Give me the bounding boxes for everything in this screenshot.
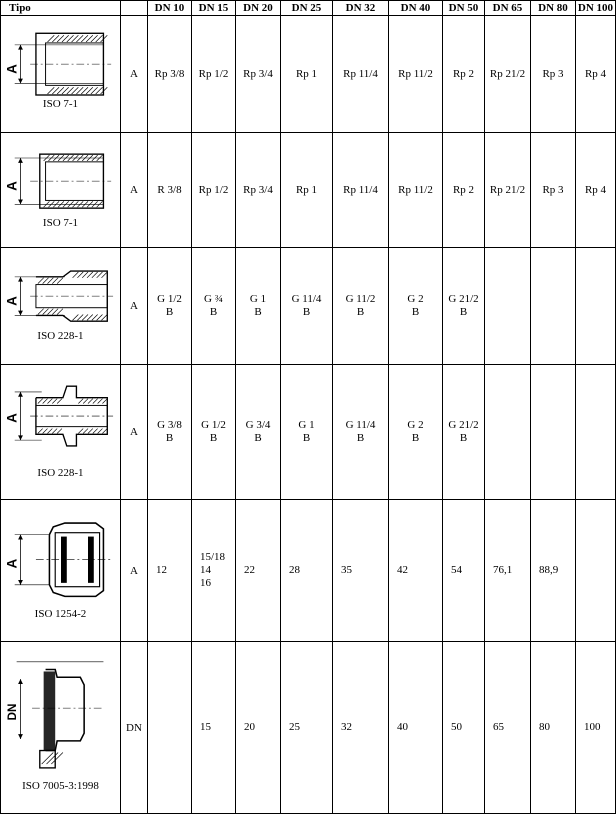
table-row bbox=[1, 248, 616, 365]
size-cell bbox=[192, 500, 236, 642]
size-value: 14 bbox=[200, 564, 211, 576]
size-value: G 1/2 bbox=[201, 419, 226, 431]
size-cell bbox=[333, 133, 389, 248]
size-cell bbox=[531, 500, 576, 642]
size-value: B bbox=[165, 306, 174, 318]
size-value: B bbox=[209, 432, 218, 444]
size-cell bbox=[531, 133, 576, 248]
size-value: B bbox=[302, 306, 311, 318]
size-cell bbox=[148, 248, 192, 365]
table-row bbox=[1, 16, 616, 133]
size-cell bbox=[531, 365, 576, 500]
size-value: Rp 11/2 bbox=[398, 183, 433, 196]
size-value: Rp 11/4 bbox=[343, 183, 378, 196]
size-cell bbox=[236, 365, 281, 500]
size-cell bbox=[236, 133, 281, 248]
header-dn-100: DN 100 bbox=[576, 1, 616, 16]
header-dn-10: DN 10 bbox=[148, 1, 192, 16]
header-dn-40: DN 40 bbox=[389, 1, 443, 16]
size-cell bbox=[443, 365, 485, 500]
size-cell bbox=[281, 365, 333, 500]
size-value: 80 bbox=[539, 721, 550, 733]
size-value: G 1 bbox=[249, 293, 267, 305]
size-cell bbox=[576, 500, 616, 642]
size-value: 88,9 bbox=[539, 564, 559, 576]
size-value: 15/18 bbox=[200, 551, 226, 563]
size-value: G 11/4 bbox=[345, 419, 376, 431]
size-cell bbox=[236, 500, 281, 642]
size-cell bbox=[576, 365, 616, 500]
size-value: B bbox=[459, 432, 468, 444]
size-cell bbox=[389, 248, 443, 365]
standard-label: ISO 7-1 bbox=[42, 98, 79, 110]
size-value: B bbox=[254, 432, 262, 444]
size-value: B bbox=[356, 306, 365, 318]
size-value: Rp 3/4 bbox=[243, 67, 273, 80]
size-value: G 21/2 bbox=[448, 419, 479, 431]
size-value: G 21/2 bbox=[448, 293, 479, 305]
size-cell bbox=[192, 248, 236, 365]
size-value: G 3/8 bbox=[157, 419, 182, 431]
size-cell bbox=[192, 642, 236, 814]
type-cell bbox=[1, 500, 121, 642]
size-value: 28 bbox=[289, 564, 300, 576]
standard-label: ISO 228-1 bbox=[37, 330, 84, 342]
table-row bbox=[1, 642, 616, 814]
dimension-symbol: A bbox=[121, 133, 148, 248]
size-value: G 2 bbox=[407, 419, 424, 431]
header-tipo: Tipo bbox=[1, 1, 121, 16]
table-row bbox=[1, 500, 616, 642]
size-cell bbox=[333, 248, 389, 365]
size-cell bbox=[485, 16, 531, 133]
size-value: Rp 3/8 bbox=[154, 67, 185, 80]
dimension-symbol: A bbox=[121, 16, 148, 133]
dimension-label: A bbox=[4, 181, 20, 191]
dimension-label: A bbox=[4, 558, 20, 569]
size-cell bbox=[389, 133, 443, 248]
header-row bbox=[1, 1, 616, 16]
dimension-label: DN bbox=[6, 703, 19, 721]
size-cell bbox=[485, 133, 531, 248]
size-value: G 11/4 bbox=[291, 293, 322, 305]
size-value: R 3/8 bbox=[157, 183, 182, 196]
header-dn-80: DN 80 bbox=[531, 1, 576, 16]
size-value: Rp 4 bbox=[584, 67, 607, 80]
size-value: 40 bbox=[397, 721, 408, 733]
size-cell bbox=[389, 642, 443, 814]
size-cell bbox=[148, 133, 192, 248]
size-value: G 3/4 bbox=[245, 419, 271, 431]
size-cell bbox=[333, 500, 389, 642]
header-dn-32: DN 32 bbox=[333, 1, 389, 16]
size-cell bbox=[485, 500, 531, 642]
size-cell bbox=[443, 500, 485, 642]
header-dn-15: DN 15 bbox=[192, 1, 236, 16]
size-value: Rp 1/2 bbox=[198, 67, 229, 80]
table-row bbox=[1, 365, 616, 500]
size-cell bbox=[281, 642, 333, 814]
size-value: 20 bbox=[244, 721, 255, 733]
size-value: 100 bbox=[584, 721, 601, 733]
size-value: Rp 2 bbox=[452, 67, 475, 80]
size-value: Rp 4 bbox=[584, 183, 607, 196]
size-value: Rp 21/2 bbox=[489, 67, 526, 80]
size-cell bbox=[389, 500, 443, 642]
size-value: G ¾ bbox=[204, 293, 223, 305]
type-cell bbox=[1, 133, 121, 248]
size-cell bbox=[148, 16, 192, 133]
size-cell bbox=[443, 16, 485, 133]
size-value: Rp 1 bbox=[295, 67, 318, 80]
size-cell bbox=[148, 642, 192, 814]
size-cell bbox=[389, 16, 443, 133]
size-value: Rp 2 bbox=[452, 183, 475, 196]
size-value: G 2 bbox=[407, 293, 424, 305]
size-value: Rp 11/4 bbox=[343, 67, 378, 80]
size-value: G 1/2 bbox=[157, 293, 182, 305]
size-value: Rp 3/4 bbox=[243, 183, 273, 196]
size-value: B bbox=[209, 306, 218, 318]
size-cell bbox=[443, 642, 485, 814]
size-value: B bbox=[356, 432, 365, 444]
type-cell bbox=[1, 16, 121, 133]
size-value: 12 bbox=[156, 564, 167, 576]
size-cell bbox=[443, 248, 485, 365]
size-value: B bbox=[302, 432, 311, 444]
size-cell bbox=[576, 642, 616, 814]
size-cell bbox=[192, 365, 236, 500]
header-dn-20: DN 20 bbox=[236, 1, 281, 16]
size-value: 50 bbox=[451, 721, 462, 733]
header-dn-25: DN 25 bbox=[281, 1, 333, 16]
fitting-drawing-4 bbox=[4, 371, 115, 463]
size-cell bbox=[281, 500, 333, 642]
size-value: B bbox=[165, 432, 174, 444]
standard-label: ISO 7-1 bbox=[42, 217, 79, 229]
size-value: B bbox=[411, 306, 420, 318]
size-cell bbox=[531, 248, 576, 365]
type-cell bbox=[1, 365, 121, 500]
size-cell bbox=[531, 16, 576, 133]
size-cell bbox=[333, 642, 389, 814]
size-cell bbox=[333, 16, 389, 133]
size-cell bbox=[281, 248, 333, 365]
fitting-drawing-5 bbox=[4, 506, 115, 598]
fitting-drawing-6 bbox=[7, 648, 115, 774]
size-cell bbox=[148, 500, 192, 642]
size-value: B bbox=[459, 306, 468, 318]
dimension-label: A bbox=[4, 64, 20, 74]
size-cell bbox=[236, 642, 281, 814]
size-value: B bbox=[411, 432, 420, 444]
type-cell bbox=[1, 642, 121, 814]
size-cell bbox=[576, 248, 616, 365]
size-value: 25 bbox=[289, 721, 300, 733]
size-value: Rp 11/2 bbox=[398, 67, 433, 80]
size-cell bbox=[485, 642, 531, 814]
type-cell bbox=[1, 248, 121, 365]
size-cell bbox=[443, 133, 485, 248]
size-value: 22 bbox=[244, 564, 255, 576]
size-value: Rp 3 bbox=[542, 183, 564, 196]
standard-label: ISO 228-1 bbox=[37, 467, 84, 479]
header-dn-50: DN 50 bbox=[443, 1, 485, 16]
size-value: 16 bbox=[200, 577, 211, 589]
header-dn-65: DN 65 bbox=[485, 1, 531, 16]
dimension-symbol: A bbox=[121, 500, 148, 642]
dimension-symbol: A bbox=[121, 248, 148, 365]
size-value: B bbox=[254, 306, 262, 318]
size-value: 42 bbox=[397, 564, 408, 576]
dimension-symbol: DN bbox=[121, 642, 148, 814]
size-value: Rp 21/2 bbox=[489, 183, 526, 196]
size-value: 76,1 bbox=[493, 564, 513, 576]
size-value: G 11/2 bbox=[345, 293, 376, 305]
size-cell bbox=[192, 133, 236, 248]
size-value: 35 bbox=[341, 564, 352, 576]
size-cell bbox=[148, 365, 192, 500]
size-cell bbox=[576, 16, 616, 133]
size-value: Rp 1 bbox=[295, 183, 318, 196]
size-cell bbox=[576, 133, 616, 248]
header-blank bbox=[121, 1, 148, 16]
size-value: Rp 1/2 bbox=[198, 183, 229, 196]
size-cell bbox=[485, 365, 531, 500]
size-value: 54 bbox=[451, 564, 462, 576]
size-cell bbox=[281, 133, 333, 248]
size-value: 15 bbox=[200, 721, 211, 733]
size-value: G 1 bbox=[298, 419, 315, 431]
size-cell bbox=[236, 16, 281, 133]
size-cell bbox=[485, 248, 531, 365]
size-value: Rp 3 bbox=[542, 67, 564, 80]
dimension-symbol: A bbox=[121, 365, 148, 500]
size-cell bbox=[192, 16, 236, 133]
dimension-label: A bbox=[4, 296, 20, 306]
size-value: 32 bbox=[341, 721, 352, 733]
size-cell bbox=[389, 365, 443, 500]
size-cell bbox=[333, 365, 389, 500]
dimension-label: A bbox=[4, 413, 20, 423]
size-cell bbox=[531, 642, 576, 814]
standard-label: ISO 7005-3:1998 bbox=[22, 780, 99, 792]
standard-label: ISO 1254-2 bbox=[34, 608, 87, 620]
size-cell bbox=[236, 248, 281, 365]
size-cell bbox=[281, 16, 333, 133]
size-value: 65 bbox=[493, 721, 504, 733]
table-row bbox=[1, 133, 616, 248]
